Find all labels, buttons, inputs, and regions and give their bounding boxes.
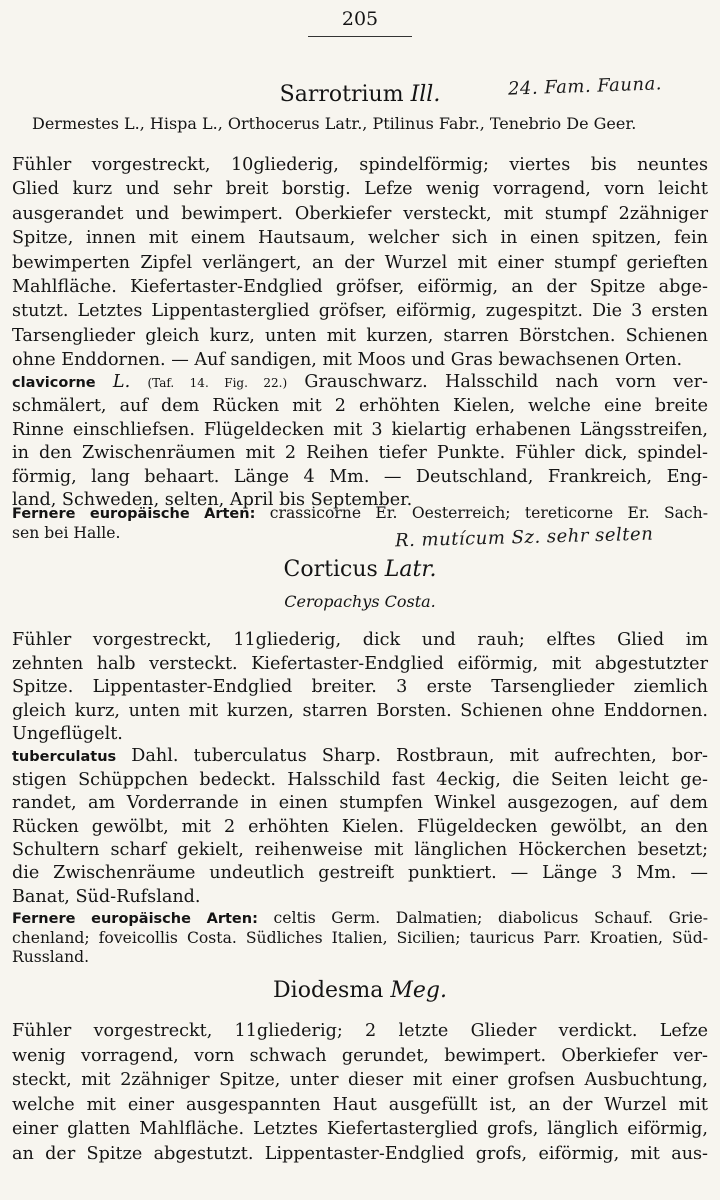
text-line: Fühler vorgestreckt, 11gliederig; 2 letzte Glieder verdickt. Lefze [12,1021,708,1041]
text-line: Spitze. Lippentaster-Endglied breiter. 3 erste Tarsenglieder ziemlich [12,677,708,697]
text-line: Fühler vorgestreckt, 10gliederig, spindelförmig; viertes bis neuntes [12,155,708,175]
text-line: wenig vorragend, vorn schwach gerundet, bewimpert. Oberkiefer ver- [12,1045,708,1066]
text-line: gleich kurz, unten mit kurzen, starren Borsten. Schienen ohne Enddornen. [12,700,708,721]
text-line: schmälert, auf dem Rücken mit 2 erhöhten Kielen, welche eine breite [12,396,708,416]
text-line: in den Zwischenräumen mit 2 Reihen tiefer Punkte. Fühler dick, spindel- [12,443,708,464]
text-line: Fühler vorgestreckt, 11gliederig, dick und rauh; elftes Glied im [12,630,708,650]
text-line: ohne Enddornen. — Auf sandigen, mit Moos und Gras bewachsenen Orten. [12,350,683,371]
fernere-arten-corticus-cont: chenland; foveicollis Costa. Südliches Italien, Sicilien; tauricus Parr. Kroatien, Süd- [12,929,708,947]
handwritten-note-muticum: R. mutícum Sz. sehr selten [394,523,654,552]
text-line: zehnten halb versteckt. Kiefertaster-Endglied eiförmig, mit abgestutzter [12,653,708,674]
text-line: stigen Schüppchen bedeckt. Halsschild fast 4eckig, die Seiten leicht ge- [12,770,708,790]
fernere-arten-corticus: Fernere europäische Arten: celtis Germ. Dalmatien; diabolicus Schauf. Grie- [12,909,709,927]
text-line: Banat, Süd-Rufsland. [12,886,201,907]
text-line: Mahlfläche. Kiefertaster-Endglied gröfser, eiförmig, an der Spitze abge- [12,277,708,297]
text-line: stutzt. Letztes Lippentasterglied gröfser, eiförmig, zugespitzt. Die 3 ersten [12,301,708,322]
text-line: einer glatten Mahlfläche. Letztes Kiefertasterglied grofs, länglich eiförmig, [12,1119,708,1140]
genus-title-corticus: Corticus Latr. [283,557,437,582]
species-clavicorne: clavicorne L. (Taf. 14. Fig. 22.) Grauschwarz. Halsschild nach vorn ver- [12,372,708,392]
text-line: Tarsenglieder gleich kurz, unten mit kurzen, starren Börstchen. Schienen [12,325,708,346]
header-rule [308,36,412,37]
text-line: randet, am Vorderrande in einen stumpfen Winkel ausgezogen, auf dem [12,793,708,814]
text-line: die Zwischenräume undeutlich gestreift punktiert. — Länge 3 Mm. — [12,863,708,884]
text-line: land, Schweden, selten, April bis September. [12,490,413,511]
genus-title-diodesma: Diodesma Meg. [273,978,447,1003]
text-line: Spitze, innen mit einem Hautsaum, welcher sich in einen spitzen, fein [12,228,708,249]
text-line: an der Spitze abgestutzt. Lippentaster-Endglied grofs, eiförmig, mit aus- [12,1144,708,1164]
text-line: Rücken gewölbt, mit 2 erhöhten Kielen. Flügeldecken gewölbt, an den [12,816,708,837]
text-line: Ungeflügelt. [12,724,123,744]
text-line: welche mit einer ausgespannten Haut ausgefüllt ist, an der Wurzel mit [12,1094,708,1115]
text-line: Schultern scharf gekielt, reihenweise mit länglichen Höckerchen besetzt; [12,839,708,860]
synonyms-sarrotrium: Dermestes L., Hispa L., Orthocerus Latr., Ptilinus Fabr., Tenebrio De Geer. [32,114,637,133]
species-tuberculatus: tuberculatus Dahl. tuberculatus Sharp. Rostbraun, mit aufrechten, bor- [12,746,709,766]
synonym-corticus: Ceropachys Costa. [284,592,436,611]
text-line: förmig, lang behaart. Länge 4 Mm. — Deutschland, Frankreich, Eng- [12,466,708,487]
text-line: bewimperten Zipfel verlängert, an der Wurzel mit einer stumpf gerieften [12,252,708,273]
handwritten-note-top: 24. Fam. Fauna. [507,73,663,100]
fernere-arten-corticus-end: Russland. [12,948,90,966]
genus-title-sarrotrium: Sarrotrium Ill. [279,82,441,107]
text-line: steckt, mit 2zähniger Spitze, unter dieser mit einer grofsen Ausbuchtung, [12,1070,708,1091]
text-line: Rinne einschliefsen. Flügeldecken mit 3 kielartig erhabenen Längsstreifen, [12,419,708,440]
fernere-arten-sarrotrium-cont: sen bei Halle. [12,524,121,542]
fernere-arten-sarrotrium: Fernere europäische Arten: crassicorne Er. Oesterreich; tereticorne Er. Sach- [12,504,708,522]
text-line: ausgerandet und bewimpert. Oberkiefer versteckt, mit stumpf 2zähniger [12,203,708,224]
text-line: Glied kurz und sehr breit borstig. Lefze wenig vorragend, vorn leicht [12,179,708,200]
page-number: 205 [341,8,379,30]
